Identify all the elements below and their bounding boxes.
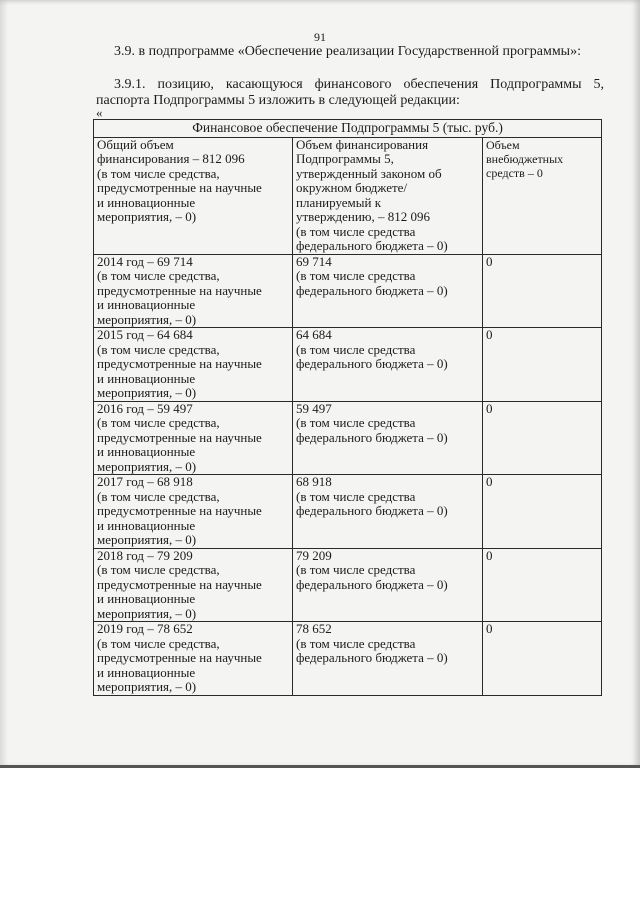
- cell-line: (в том числе средства,: [97, 488, 220, 504]
- cell-line: предусмотренные на научные: [97, 282, 262, 298]
- header-subprogram-financing: [293, 137, 483, 254]
- cell-line: и инновационные: [97, 517, 196, 533]
- cell-line: 68 918: [296, 474, 332, 489]
- paragraph-3-9-1-text: позицию, касающуюся финансового обеспечения Подпрограммы 5, паспорта Подпрограммы 5 изложить в следующей редакции:: [96, 77, 605, 108]
- cell-line: 2018 год – 79 209: [97, 547, 193, 563]
- row-extrabudgetary-cell: 0: [483, 622, 602, 696]
- cell-line: 79 209: [296, 547, 332, 563]
- header-extrabudgetary: [483, 137, 602, 254]
- cell-line: федерального бюджета – 0): [296, 503, 448, 518]
- cell-line: 64 684: [296, 327, 332, 342]
- cell-line: (в том числе средства: [296, 415, 416, 430]
- cell-line: (в том числе средства,: [97, 165, 220, 181]
- cell-line: предусмотренные на научные: [97, 576, 262, 592]
- cell-line: мероприятия, – 0): [97, 311, 197, 327]
- table-title: Финансовое обеспечение Подпрограммы 5 (тыс. руб.): [94, 120, 602, 138]
- cell-line: Объем: [486, 137, 520, 152]
- cell-line: 2014 год – 69 714: [97, 253, 193, 269]
- cell-line: мероприятия, – 0): [97, 458, 197, 474]
- row-extrabudgetary-cell: 0: [483, 548, 602, 622]
- cell-line: 2017 год – 68 918: [97, 474, 193, 489]
- cell-line: утверждению, – 812 096: [296, 209, 431, 224]
- cell-line: мероприятия, – 0): [97, 209, 197, 224]
- paragraph-3-9: [96, 44, 604, 60]
- cell-line: (в том числе средства: [296, 635, 416, 651]
- table-row: [94, 328, 602, 402]
- cell-line: внебюджетных: [486, 151, 564, 166]
- opening-quote: «: [96, 105, 103, 120]
- cell-line: федерального бюджета – 0): [296, 429, 448, 445]
- cell-line: и инновационные: [97, 664, 196, 680]
- paragraph-3-9-number: 3.9.: [114, 44, 135, 59]
- row-subprogram-cell: [293, 548, 483, 622]
- cell-line: мероприятия, – 0): [97, 679, 197, 694]
- cell-line: и инновационные: [97, 444, 196, 459]
- row-extrabudgetary-cell: 0: [483, 475, 602, 549]
- row-total-cell: [94, 254, 293, 328]
- cell-line: Объем финансирования: [296, 136, 429, 152]
- financing-table: [93, 119, 602, 696]
- row-subprogram-cell: [293, 622, 483, 696]
- row-extrabudgetary-cell: 0: [483, 328, 602, 402]
- cell-line: окружном бюджете/: [296, 180, 408, 195]
- paragraph-3-9-text: в подпрограмме «Обеспечение реализации Государственной программы»:: [138, 44, 581, 59]
- cell-line: федерального бюджета – 0): [296, 282, 448, 298]
- cell-line: 2019 год – 78 652: [97, 621, 193, 636]
- cell-line: 69 714: [296, 253, 332, 269]
- cell-line: предусмотренные на научные: [97, 180, 262, 195]
- cell-line: и инновационные: [97, 297, 196, 312]
- cell-line: федерального бюджета – 0): [296, 576, 448, 592]
- row-total-cell: [94, 401, 293, 475]
- cell-line: мероприятия, – 0): [97, 605, 197, 621]
- cell-line: предусмотренные на научные: [97, 650, 262, 665]
- row-total-cell: [94, 622, 293, 696]
- cell-line: (в том числе средства: [296, 223, 416, 239]
- table-row: [94, 475, 602, 549]
- cell-line: Подпрограммы 5,: [296, 151, 394, 166]
- cell-line: предусмотренные на научные: [97, 429, 262, 445]
- row-subprogram-cell: [293, 401, 483, 475]
- cell-line: планируемый к: [296, 194, 382, 210]
- cell-line: (в том числе средства: [296, 268, 416, 283]
- cell-line: предусмотренные на научные: [97, 503, 262, 518]
- cell-line: федерального бюджета – 0): [296, 238, 448, 253]
- cell-line: и инновационные: [97, 194, 196, 210]
- table-row: [94, 254, 602, 328]
- cell-line: 2016 год – 59 497: [97, 400, 193, 416]
- row-subprogram-cell: [293, 475, 483, 549]
- cell-line: (в том числе средства: [296, 488, 416, 504]
- cell-line: и инновационные: [97, 591, 196, 606]
- paragraph-3-9-1: [96, 77, 604, 109]
- row-total-cell: [94, 548, 293, 622]
- page-number: 91: [314, 30, 326, 44]
- row-total-cell: [94, 328, 293, 402]
- row-total-cell: [94, 475, 293, 549]
- cell-line: (в том числе средства,: [97, 415, 220, 430]
- row-extrabudgetary-cell: 0: [483, 401, 602, 475]
- cell-line: (в том числе средства,: [97, 341, 220, 357]
- table-header-row: [94, 137, 602, 254]
- cell-line: мероприятия, – 0): [97, 385, 197, 400]
- cell-line: (в том числе средства,: [97, 562, 220, 577]
- cell-line: 59 497: [296, 400, 332, 416]
- cell-line: Общий объем: [97, 136, 174, 152]
- cell-line: (в том числе средства,: [97, 268, 220, 283]
- cell-line: (в том числе средства: [296, 341, 416, 357]
- row-extrabudgetary-cell: 0: [483, 254, 602, 328]
- cell-line: федерального бюджета – 0): [296, 650, 448, 665]
- cell-line: и инновационные: [97, 370, 196, 386]
- cell-line: мероприятия, – 0): [97, 532, 197, 547]
- row-subprogram-cell: [293, 328, 483, 402]
- cell-line: предусмотренные на научные: [97, 356, 262, 371]
- table-row: [94, 401, 602, 475]
- cell-line: (в том числе средства: [296, 562, 416, 577]
- cell-line: средств – 0: [486, 165, 543, 180]
- paragraph-3-9-1-number: 3.9.1.: [114, 77, 146, 92]
- table-row: [94, 622, 602, 696]
- table-row: [94, 548, 602, 622]
- cell-line: 78 652: [296, 621, 332, 636]
- table-title-row: [94, 120, 602, 138]
- cell-line: (в том числе средства,: [97, 635, 220, 651]
- row-subprogram-cell: [293, 254, 483, 328]
- cell-line: утвержденный законом об: [296, 165, 442, 181]
- header-total-financing: [94, 137, 293, 254]
- cell-line: финансирования – 812 096: [97, 151, 245, 166]
- cell-line: 2015 год – 64 684: [97, 327, 193, 342]
- cell-line: федерального бюджета – 0): [296, 356, 448, 371]
